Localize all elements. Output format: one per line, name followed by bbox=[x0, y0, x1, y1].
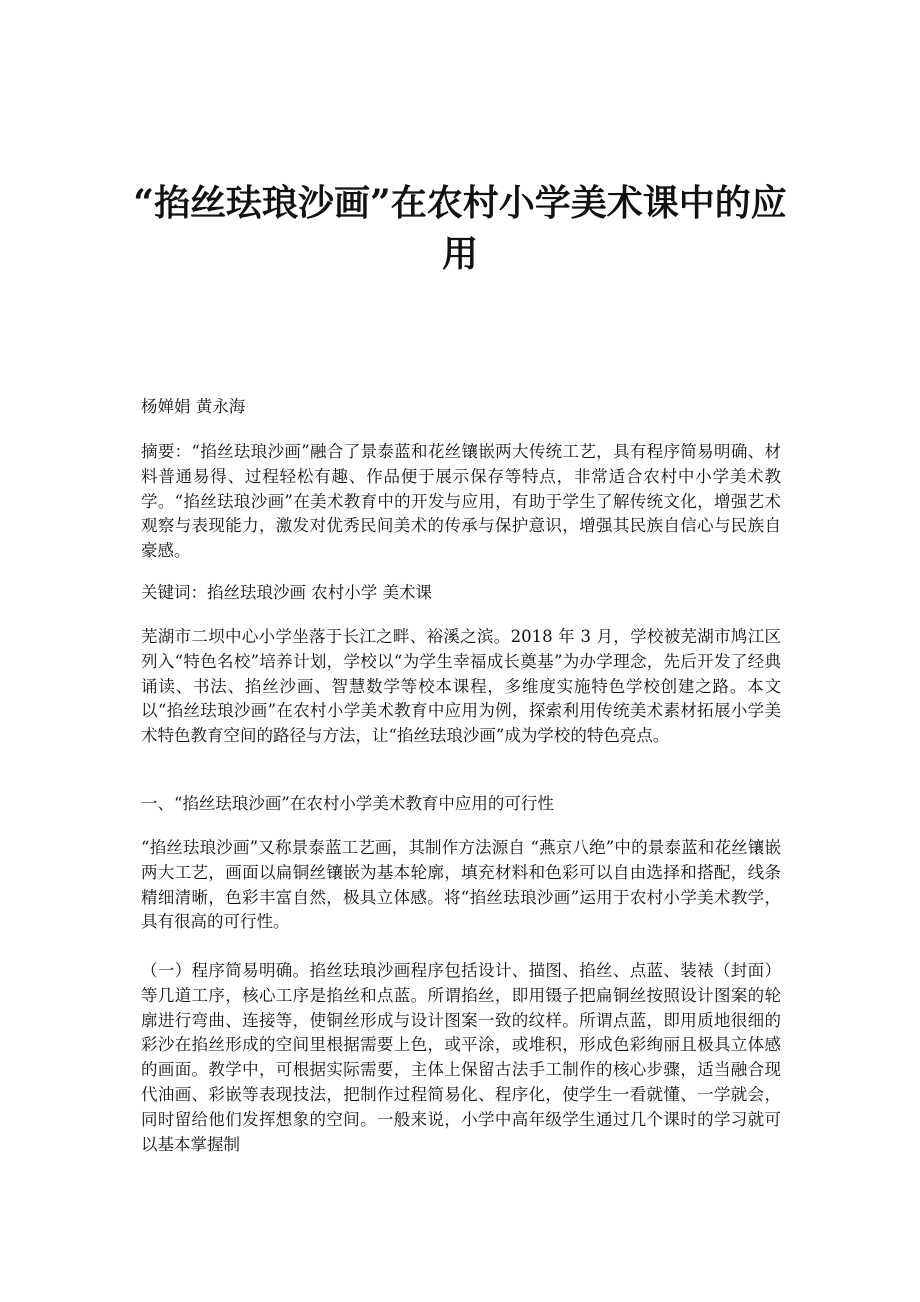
body-paragraph: （一）程序简易明确。掐丝珐琅沙画程序包括设计、描图、掐丝、点蓝、装裱（封面）等几道工序，核心工序是掐丝和点蓝。所谓掐丝，即用镊子把扁铜丝按照设计图案的轮廓进行弯曲、连接等，使铜丝形成与设计图案一致的纹样。所谓点蓝，即用质地很细的彩沙在掐丝形成的空间里根据需要上色，或平涂，或堆积，形成色彩绚丽且极具立体感的画面。教学中，可根据实际需要，主体上保留古法手工制作的核心步骤，适当融合现代油画、彩嵌等表现技法，把制作过程简易化、程序化，使学生一看就懂、一学就会，同时留给他们发挥想象的空间。一般来说，小学中高年级学生通过几个课时的学习就可以基本掌握制 bbox=[141, 961, 781, 1154]
authors-line: 杨婵娟 黄永海 bbox=[141, 397, 246, 416]
abstract-paragraph: 摘要：“掐丝珐琅沙画”融合了景泰蓝和花丝镶嵌两大传统工艺，具有程序简易明确、材料普通易得、过程轻松有趣、作品便于展示保存等特点，非常适合农村中小学美术教学。“掐丝珐琅沙画”在美术教育中的开发与应用，有助于学生了解传统文化，增强艺术观察与表现能力，激发对优秀民间美术的传承与保护意识，增强其民族自信心与民族自豪感。 bbox=[141, 442, 781, 561]
section-heading: 一、“掐丝珐琅沙画”在农村小学美术教育中应用的可行性 bbox=[141, 794, 554, 813]
keywords-line: 关键词：掐丝珐琅沙画 农村小学 美术课 bbox=[141, 583, 432, 602]
intro-paragraph: 芜湖市二坝中心小学坐落于长江之畔、裕溪之滨。2018 年 3 月，学校被芜湖市鸠江区列入“特色名校”培养计划，学校以“为学生幸福成长奠基”为办学理念，先后开发了经典诵读、书法、掐丝沙画、智慧数学等校本课程，多维度实施特色学校创建之路。本文以“掐丝珐琅沙画”在农村小学美术教育中应用为例，探索利用传统美术素材拓展小学美术特色教育空间的路径与方法，让“掐丝珐琅沙画”成为学校的特色亮点。 bbox=[141, 627, 781, 746]
body-paragraph: “掐丝珐琅沙画”又称景泰蓝工艺画，其制作方法源自 “燕京八绝”中的景泰蓝和花丝镶嵌两大工艺，画面以扁铜丝镶嵌为基本轮廓，填充材料和色彩可以自由选择和搭配，线条精细清晰，色彩丰富自然，极具立体感。将“掐丝珐琅沙画”运用于农村小学美术教学，具有很高的可行性。 bbox=[141, 838, 781, 932]
document-title: “掐丝珐琅沙画”在农村小学美术课中的应用 bbox=[133, 182, 787, 275]
